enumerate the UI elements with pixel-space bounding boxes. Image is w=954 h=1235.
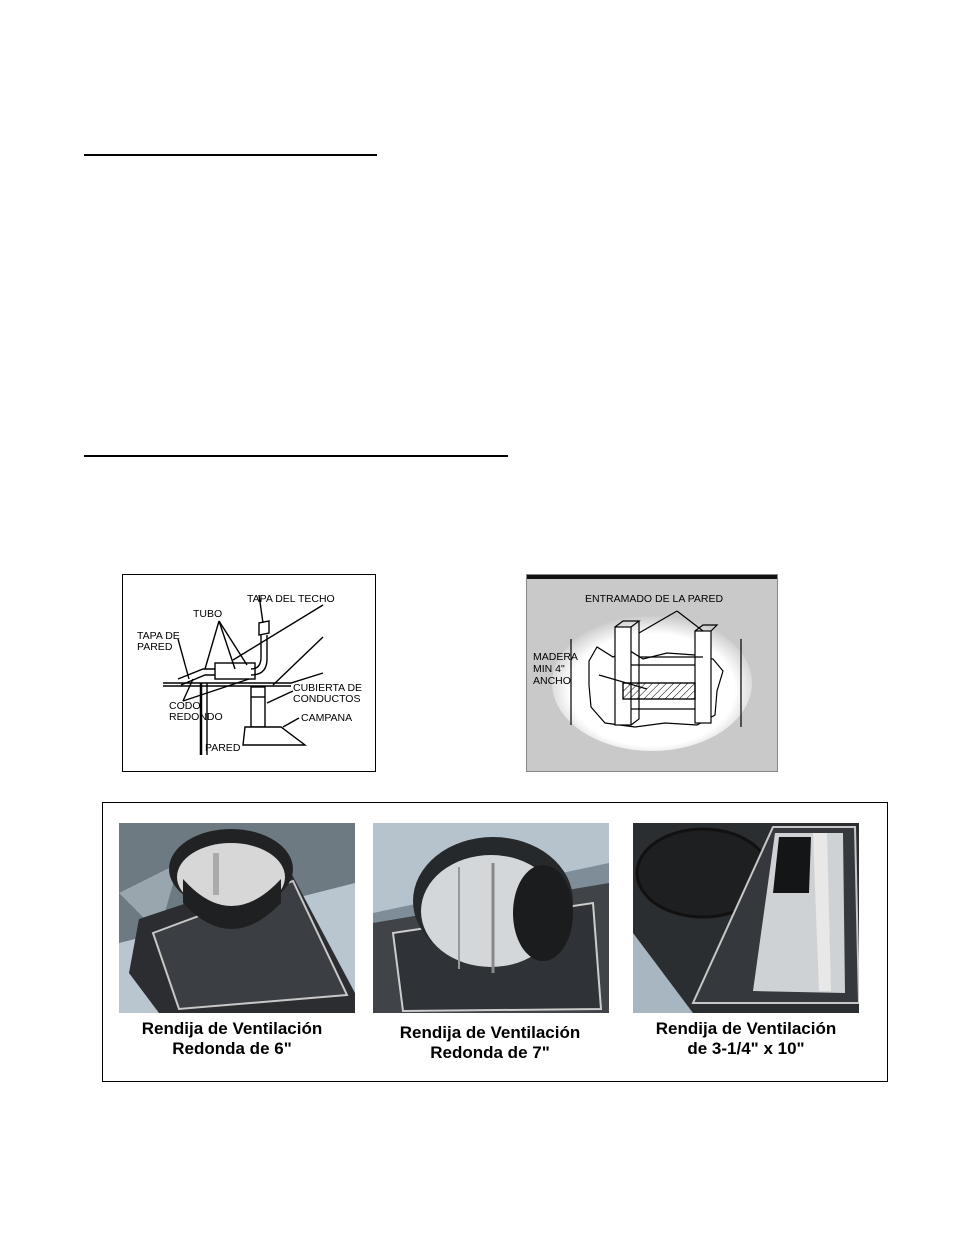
round-6in-vent-photo — [119, 823, 355, 1013]
caption-text: Rendija de Ventilación de 3-1/4" x 10" — [655, 1019, 837, 1058]
round-7in-vent-photo — [373, 823, 609, 1013]
section-heading-underline — [84, 455, 508, 457]
round-6in-vent-caption — [107, 1019, 357, 1059]
hood-label: CAMPANA — [301, 712, 353, 724]
duct-cover-label: CUBIERTA DE CONDUCTOS — [293, 682, 363, 705]
figure-top-bar — [527, 575, 777, 579]
wall-framing-label: ENTRAMADO DE LA PARED — [585, 593, 724, 605]
caption-text: Rendija de Ventilación Redonda de 7" — [399, 1023, 581, 1062]
section-heading-underline — [84, 154, 377, 156]
roof-cap-label: TAPA DEL TECHO — [247, 593, 335, 605]
vent-photos-panel — [102, 802, 888, 1082]
rectangular-vent-photo — [633, 823, 859, 1013]
rectangular-vent-caption — [621, 1019, 871, 1059]
pipe-label: TUBO — [193, 608, 223, 620]
wall-cap-label: TAPA DE PARED — [137, 630, 180, 653]
vent-photo-image — [119, 823, 355, 1013]
vent-photo-image — [633, 823, 859, 1013]
vent-photo-image — [373, 823, 609, 1013]
round-7in-vent-caption — [365, 1023, 615, 1063]
round-elbow-label: CODO REDONDO — [169, 700, 223, 723]
caption-text: Rendija de Ventilación Redonda de 6" — [141, 1019, 323, 1058]
wood-label: MADERA MIN 4" ANCHO — [533, 651, 578, 687]
wall-framing-diagram — [526, 574, 778, 772]
wall-label: PARED — [205, 742, 241, 754]
ducting-diagram — [122, 574, 376, 772]
